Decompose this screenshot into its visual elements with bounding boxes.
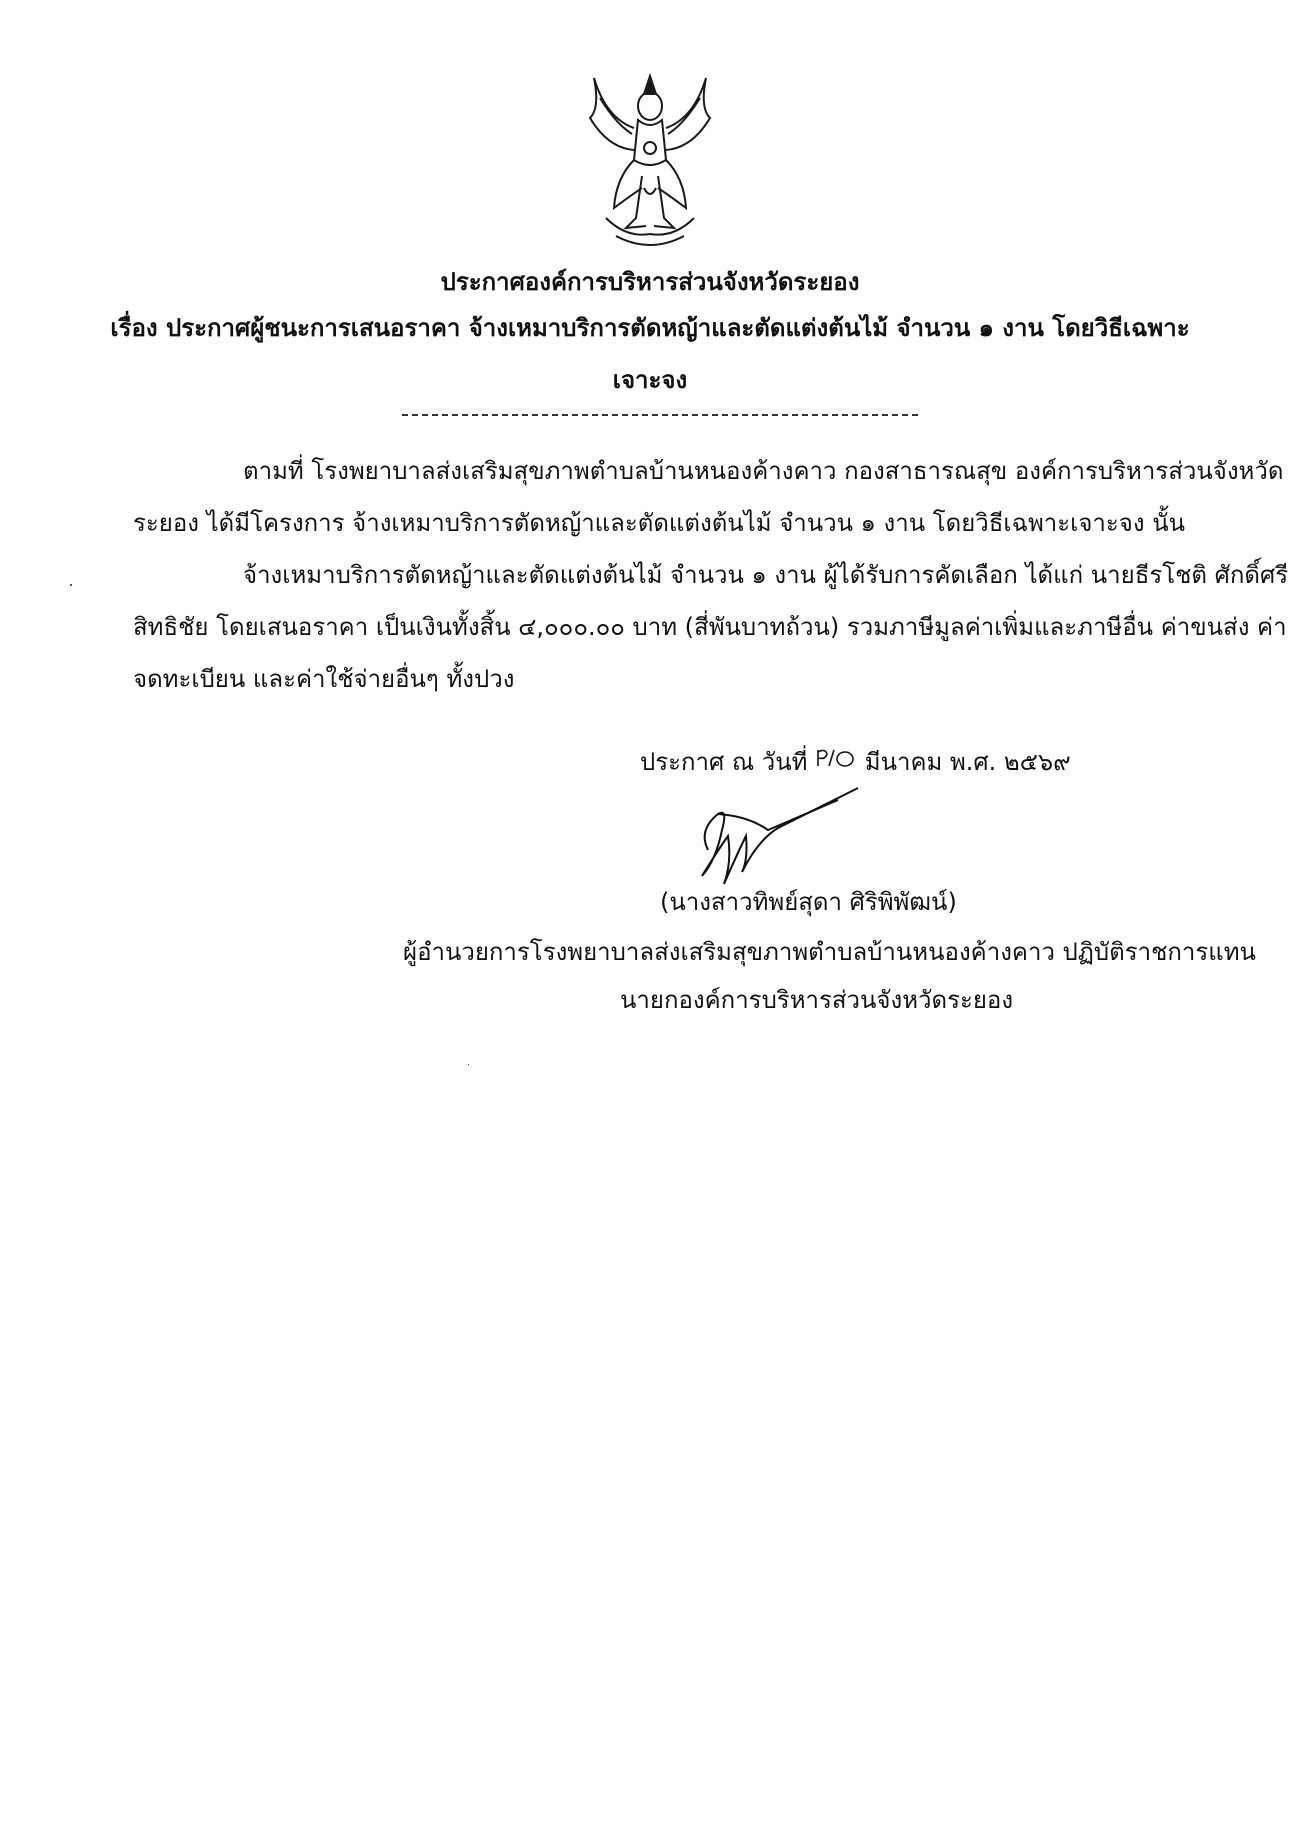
scan-speck [70, 584, 72, 586]
date-prefix: ประกาศ ณ วันที่ [640, 748, 808, 776]
signer-position-line-1: ผู้อำนวยการโรงพยาบาลส่งเสริมสุขภาพตำบลบ้านหนองค้างคาว ปฏิบัติราชการแทน [403, 938, 1256, 966]
body-line-1: ตามที่ โรงพยาบาลส่งเสริมสุขภาพตำบลบ้านหนองค้างคาว กองสาธารณสุข องค์การบริหารส่วนจังหวัด [243, 457, 1284, 485]
subject-line-1: เรื่อง ประกาศผู้ชนะการเสนอราคา จ้างเหมาบริการตัดหญ้าและตัดแต่งต้นไม้ จำนวน ๑ งาน โดยวิธีเฉพาะ [110, 314, 1190, 342]
body-line-5: จดทะเบียน และค่าใช้จ่ายอื่นๆ ทั้งปวง [133, 665, 515, 693]
body-line-4: สิทธิชัย โดยเสนอราคา เป็นเงินทั้งสิ้น ๔,๐๐๐.๐๐ บาท (สี่พันบาทถ้วน) รวมภาษีมูลค่าเพิ่มและภาษีอื่น ค่าขนส่ง ค่า [133, 613, 1287, 641]
handwritten-day-icon [815, 746, 857, 770]
garuda-emblem-icon [586, 68, 714, 258]
dashed-divider [402, 414, 918, 416]
body-line-2: ระยอง ได้มีโครงการ จ้างเหมาบริการตัดหญ้าและตัดแต่งต้นไม้ จำนวน ๑ งาน โดยวิธีเฉพาะเจาะจง นั้น [133, 509, 1186, 537]
handwritten-day [815, 746, 857, 776]
subject-line-2: เจาะจง [612, 366, 688, 394]
signer-position-line-2: นายกองค์การบริหารส่วนจังหวัดระยอง [620, 986, 1014, 1014]
date-month-year: มีนาคม พ.ศ. ๒๕๖๙ [864, 748, 1071, 776]
scan-speck [468, 1064, 469, 1065]
signer-name: (นางสาวทิพย์สุดา ศิริพิพัฒน์) [660, 888, 957, 916]
signature-icon [688, 780, 868, 890]
body-line-3: จ้างเหมาบริการตัดหญ้าและตัดแต่งต้นไม้ จำนวน ๑ งาน ผู้ได้รับการคัดเลือก ได้แก่ นายธีรโชติ ศักดิ์ศรี [243, 561, 1289, 589]
organization-heading: ประกาศองค์การบริหารส่วนจังหวัดระยอง [440, 268, 860, 296]
announcement-date [640, 742, 1071, 781]
